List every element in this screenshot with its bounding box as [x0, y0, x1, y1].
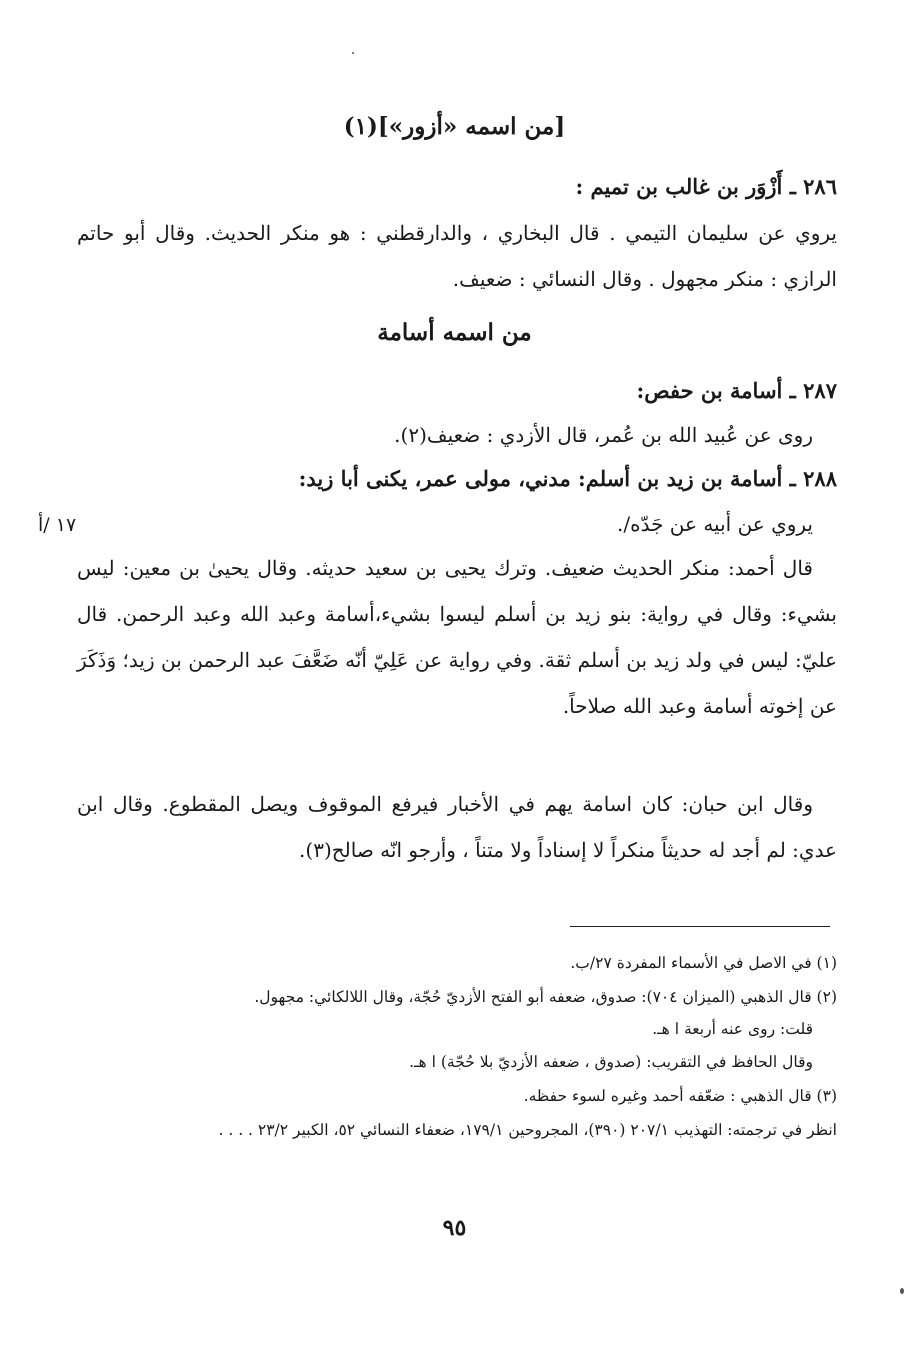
footnote-1: (١) في الاصل في الأسماء المفردة ٢٧/ب. — [570, 954, 837, 972]
entry-288-title: ٢٨٨ ـ أسامة بن زيد بن أسلم: مدني، مولى عمر، يكنى أبا زيد: — [298, 466, 837, 491]
entry-287-text: روى عن عُبيد الله بن عُمر، قال الأزدي : ضعيف(٢). — [394, 423, 813, 447]
entry-286-text: يروي عن سليمان التيمي . قال البخاري ، والدارقطني : هو منكر الحديث. وقال أبو حاتم الرازي : منكر مجهول . وقال النسائي : ضعيف. — [77, 221, 837, 291]
footnote-2-note-a: قلت: روى عنه أربعة ا هـ. — [652, 1020, 813, 1038]
section-heading-azwar: [من اسمه «أزور»](١) — [343, 113, 566, 140]
entry-288-paragraph-1: قال أحمد: منكر الحديث ضعيف. وترك يحيى بن سعيد حديثه. وقال يحيىٰ بن معين: ليس بشيء: وقال في رواية: بنو زيد بن أسلم ليسوا بشيء،أسامة وعبد الله وعبد الرحمن. قال عليّ: ليس في ولد زيد بن أسلم ثقة. وفي رواية عن عَلِيّ أنّه ضَعَّفَ عبد الرحمن بن زيد؛ وَذَكَرَ عن إخوته أسامة وعبد الله صلاحاً. — [77, 556, 837, 718]
manuscript-folio-marker: ١٧ /أ — [38, 514, 77, 536]
scan-speck — [900, 1288, 904, 1294]
footnote-separator — [570, 926, 830, 927]
section-heading-usama: من اسمه أسامة — [377, 319, 532, 346]
footnote-2-note-b: وقال الحافظ في التقريب: (صدوق ، ضعفه الأزديّ بلا حُجّة) ا هـ. — [409, 1053, 813, 1071]
footnote-3: (٣) قال الذهبي : ضعّفه أحمد وغيره لسوء حفظه. — [523, 1087, 837, 1105]
entry-286-title: ٢٨٦ ـ أَزْوَر بن غالب بن تميم : — [575, 174, 837, 199]
footnote-3-refs: انظر في ترجمته: التهذيب ٢٠٧/١ (٣٩٠)، المجروحين ١٧٩/١، ضعفاء النسائي ٥٢، الكبير ٢٣/٢ . . . . — [218, 1121, 837, 1139]
entry-288-line1: يروي عن أبيه عن جَدّه/. — [617, 512, 813, 536]
footnote-2: (٢) قال الذهبي (الميزان ٧٠٤): صدوق، ضعفه أبو الفتح الأزديّ حُجّة، وقال اللالكائي: مجهول. — [254, 988, 837, 1006]
scan-speck — [352, 52, 354, 54]
entry-288-paragraph-2: وقال ابن حبان: كان اسامة يهم في الأخبار فيرفع الموقوف ويصل المقطوع. وقال ابن عدي: لم أجد له حديثاً منكراً لا إسناداً ولا متناً ، وأرجو انّه صالح(٣). — [77, 792, 837, 862]
entry-287-title: ٢٨٧ ـ أسامة بن حفص: — [636, 378, 837, 403]
page-number: ٩٥ — [442, 1215, 467, 1241]
